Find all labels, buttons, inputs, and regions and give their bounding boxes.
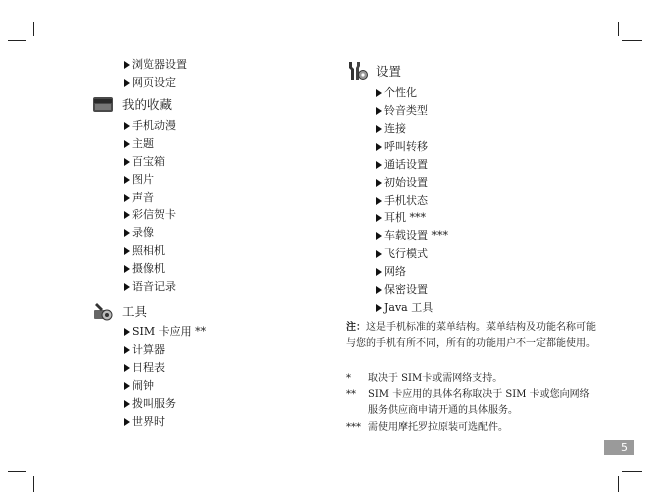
list-item: 摄像机 bbox=[124, 262, 165, 276]
triangle-bullet-icon bbox=[124, 229, 130, 237]
triangle-bullet-icon bbox=[124, 211, 130, 219]
triangle-bullet-icon bbox=[124, 400, 130, 408]
list-item: 保密设置 bbox=[376, 283, 428, 297]
page-number: 5 bbox=[604, 440, 634, 455]
list-item: 网络 bbox=[376, 265, 406, 279]
triangle-bullet-icon bbox=[376, 214, 382, 222]
folder-icon bbox=[92, 93, 114, 115]
triangle-bullet-icon bbox=[376, 268, 382, 276]
triangle-bullet-icon bbox=[124, 283, 130, 291]
triangle-bullet-icon bbox=[124, 61, 130, 69]
list-item: 耳机 *** bbox=[376, 211, 426, 225]
triangle-bullet-icon bbox=[124, 418, 130, 426]
list-item: 铃音类型 bbox=[376, 104, 428, 118]
favorites-heading: 我的收藏 bbox=[92, 93, 172, 115]
list-item: 日程表 bbox=[124, 361, 165, 375]
list-item: 彩信贺卡 bbox=[124, 208, 176, 222]
triangle-bullet-icon bbox=[124, 122, 130, 130]
list-item: 图片 bbox=[124, 173, 154, 187]
triangle-bullet-icon bbox=[376, 89, 382, 97]
triangle-bullet-icon bbox=[376, 197, 382, 205]
triangle-bullet-icon bbox=[124, 176, 130, 184]
triangle-bullet-icon bbox=[124, 346, 130, 354]
tools-icon bbox=[92, 300, 114, 322]
list-item: 通话设置 bbox=[376, 158, 428, 172]
list-item: 初始设置 bbox=[376, 176, 428, 190]
triangle-bullet-icon bbox=[376, 161, 382, 169]
list-item: 闹钟 bbox=[124, 379, 154, 393]
crop-mark-top-left-h bbox=[8, 40, 26, 41]
list-item: 浏览器设置 bbox=[124, 58, 187, 72]
triangle-bullet-icon bbox=[376, 107, 382, 115]
list-item: 世界时 bbox=[124, 415, 165, 429]
triangle-bullet-icon bbox=[124, 140, 130, 148]
triangle-bullet-icon bbox=[376, 232, 382, 240]
triangle-bullet-icon bbox=[124, 79, 130, 87]
note-label: 注： bbox=[346, 322, 366, 333]
list-item: 照相机 bbox=[124, 244, 165, 258]
triangle-bullet-icon bbox=[376, 286, 382, 294]
tools-heading: 工具 bbox=[92, 300, 147, 322]
triangle-bullet-icon bbox=[376, 179, 382, 187]
triangle-bullet-icon bbox=[124, 328, 130, 336]
list-item: 个性化 bbox=[376, 86, 417, 100]
triangle-bullet-icon bbox=[124, 364, 130, 372]
crop-mark-top-right-v bbox=[618, 22, 619, 36]
list-item: 呼叫转移 bbox=[376, 140, 428, 154]
crop-mark-bottom-left-v bbox=[33, 476, 34, 492]
list-item: 手机动漫 bbox=[124, 119, 176, 133]
settings-heading: 设置 bbox=[346, 60, 401, 82]
list-item: 手机状态 bbox=[376, 194, 428, 208]
triangle-bullet-icon bbox=[124, 194, 130, 202]
list-item: 声音 bbox=[124, 191, 154, 205]
list-item: 百宝箱 bbox=[124, 155, 165, 169]
triangle-bullet-icon bbox=[376, 250, 382, 258]
triangle-bullet-icon bbox=[124, 247, 130, 255]
list-item: 拨叫服务 bbox=[124, 397, 176, 411]
triangle-bullet-icon bbox=[124, 382, 130, 390]
triangle-bullet-icon bbox=[124, 158, 130, 166]
list-item: 车载设置 *** bbox=[376, 229, 448, 243]
crop-mark-bottom-right-v bbox=[618, 476, 619, 492]
list-item: 录像 bbox=[124, 226, 154, 240]
list-item: Java 工具 bbox=[376, 301, 433, 315]
crop-mark-top-right-h bbox=[622, 40, 642, 41]
note-paragraph bbox=[346, 320, 596, 352]
list-item: 连接 bbox=[376, 122, 406, 136]
crop-mark-top-left-v bbox=[33, 22, 34, 36]
list-item: 飞行模式 bbox=[376, 247, 428, 261]
settings-icon bbox=[346, 60, 368, 82]
list-item: 网页设定 bbox=[124, 76, 176, 90]
triangle-bullet-icon bbox=[124, 265, 130, 273]
triangle-bullet-icon bbox=[376, 304, 382, 312]
list-item: 计算器 bbox=[124, 343, 165, 357]
triangle-bullet-icon bbox=[376, 125, 382, 133]
crop-mark-bottom-right-h bbox=[622, 471, 642, 472]
triangle-bullet-icon bbox=[376, 143, 382, 151]
list-item: SIM 卡应用 ** bbox=[124, 325, 206, 339]
list-item: 语音记录 bbox=[124, 280, 176, 294]
list-item: 主题 bbox=[124, 137, 154, 151]
crop-mark-bottom-left-h bbox=[8, 471, 26, 472]
note-text: 这是手机标准的菜单结构。菜单结构及功能名称可能与您的手机有所不同，所有的功能用户不一定都能使用。 bbox=[346, 322, 596, 349]
